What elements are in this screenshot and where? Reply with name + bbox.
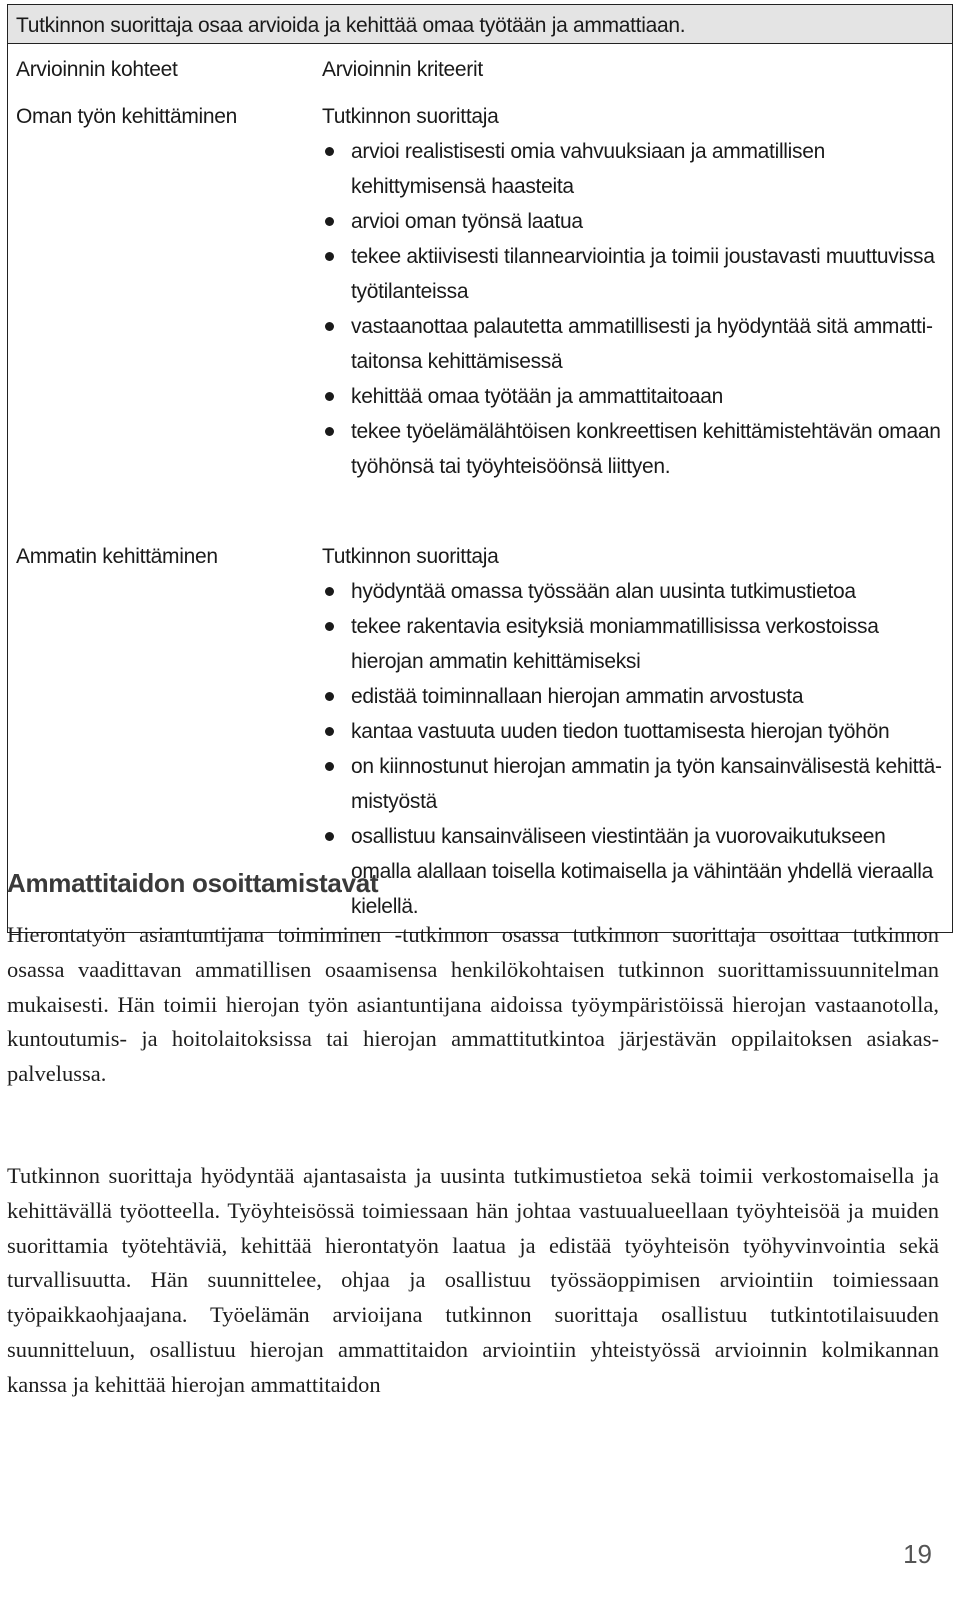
list-item (322, 819, 946, 924)
criteria-list (322, 574, 946, 924)
bullet-icon (325, 587, 334, 596)
bullet-icon (325, 217, 334, 226)
bullet-icon (325, 147, 334, 156)
criteria-text: hyödyntää omassa työssään alan uusinta tutkimustietoa (351, 580, 856, 603)
list-item (322, 574, 946, 609)
bullet-icon (325, 252, 334, 261)
criteria-list (322, 134, 946, 484)
assessment-criteria (314, 539, 952, 924)
list-item (322, 204, 946, 239)
criteria-subject: Tutkinnon suorittaja (322, 105, 499, 128)
bullet-icon (325, 427, 334, 436)
list-item (322, 609, 946, 679)
table-row (8, 95, 952, 539)
list-item (322, 309, 946, 379)
body-paragraph: Tutkinnon suorittaja hyödyntää ajantasaista ja uusinta tutkimustietoa sekä toimii verkostomaisella ja kehittävällä työotteella. Työyhteisössä toimiessaan hän johtaa vastuualueellaan työyhteisöä ja muiden suorittamia työtehtäviä, kehittää hierontatyön laatua ja edistää työyhteisön työhyvinvointia sekä turvallisuutta. Hän suunnittelee, ohjaa ja osallistuu työssäoppimisen arviointiin toimiessaan työpaikkaohjaajana. Työelämän arvioijana tutkinnon suorittaja osallistuu tutkintotilaisuuden suunnitteluun, osallistuu hierojan ammattitaidon arviointiin yhteistyössä arvioinnin kolmikannan kanssa ja kehittää hierojan ammattitaidon (7, 1163, 939, 1397)
criteria-text: kehittää omaa työtään ja ammattitaitoaan (351, 385, 724, 408)
criteria-text: kantaa vastuuta uuden tiedon tuottamisesta hierojan työhön (351, 720, 890, 743)
list-item (322, 749, 946, 819)
criteria-text: vastaanottaa palautetta ammatillisesti ja hyödyntää sitä ammattitaitonsa kehittämisessä (351, 315, 933, 373)
list-item (322, 134, 946, 204)
body-paragraph: Hierontatyön asiantuntijana toimiminen -tutkinnon osassa tutkinnon suorittaja osoittaa tutkinnon osassa vaadittavan ammatillisen osaamisensa henkilökohtaisen tutkinnon suorittamissuunnitelman mukaisesti. Hän toimii hierojan työn asiantuntijana aidoissa työympäristöissä hierojan vastaanotolla, kuntoutumis- ja hoitolaitoksissa tai hierojan ammattitutkintoa järjestävän oppilaitoksen asiakaspalvelussa. (7, 922, 939, 1087)
column-header-targets: Arvioinnin kohteet (16, 58, 178, 81)
criteria-text: arvioi realistisesti omia vahvuuksiaan ja ammatillisen kehittymisensä haasteita (351, 140, 825, 198)
criteria-text: arvioi oman työnsä laatua (351, 210, 583, 233)
page-number: 19 (903, 1539, 932, 1569)
bullet-icon (325, 762, 334, 771)
bullet-icon (325, 832, 334, 841)
bullet-icon (325, 692, 334, 701)
bullet-icon (325, 622, 334, 631)
list-item (322, 714, 946, 749)
list-item (322, 379, 946, 414)
table-title: Tutkinnon suorittaja osaa arvioida ja kehittää omaa työtään ja ammattiaan. (8, 5, 952, 44)
bullet-icon (325, 392, 334, 401)
list-item (322, 239, 946, 309)
assessment-target: Ammatin kehittäminen (16, 545, 218, 568)
criteria-table (7, 4, 953, 933)
criteria-text: tekee rakentavia esityksiä moniammatillisissa verkostoissa hierojan ammatin kehittämiseksi (351, 615, 879, 673)
criteria-subject: Tutkinnon suorittaja (322, 545, 499, 568)
section-heading: Ammattitaidon osoittamistavat (7, 868, 379, 898)
bullet-icon (325, 727, 334, 736)
criteria-text: tekee aktiivisesti tilannearviointia ja toimii joustavasti muuttuvissa työtilanteissa (351, 245, 935, 303)
criteria-text: on kiinnostunut hierojan ammatin ja työn kansainvälisestä kehittämistyöstä (351, 755, 943, 813)
bullet-icon (325, 322, 334, 331)
criteria-text: tekee työelämälähtöisen konkreettisen kehittämistehtävän omaan työhönsä tai työyhteisöönsä liittyen. (351, 420, 941, 478)
list-item (322, 414, 946, 484)
criteria-text: osallistuu kansainväliseen viestintään ja vuorovaikutukseen omalla alallaan toisella kotimaisella ja vähintään yhdellä vieraalla kielellä. (351, 825, 933, 918)
criteria-text: edistää toiminnallaan hierojan ammatin arvostusta (351, 685, 804, 708)
table-header-row (8, 44, 952, 95)
assessment-criteria (314, 99, 952, 539)
list-item (322, 679, 946, 714)
assessment-target: Oman työn kehittäminen (16, 105, 238, 128)
column-header-criteria: Arvioinnin kriteerit (322, 58, 483, 81)
